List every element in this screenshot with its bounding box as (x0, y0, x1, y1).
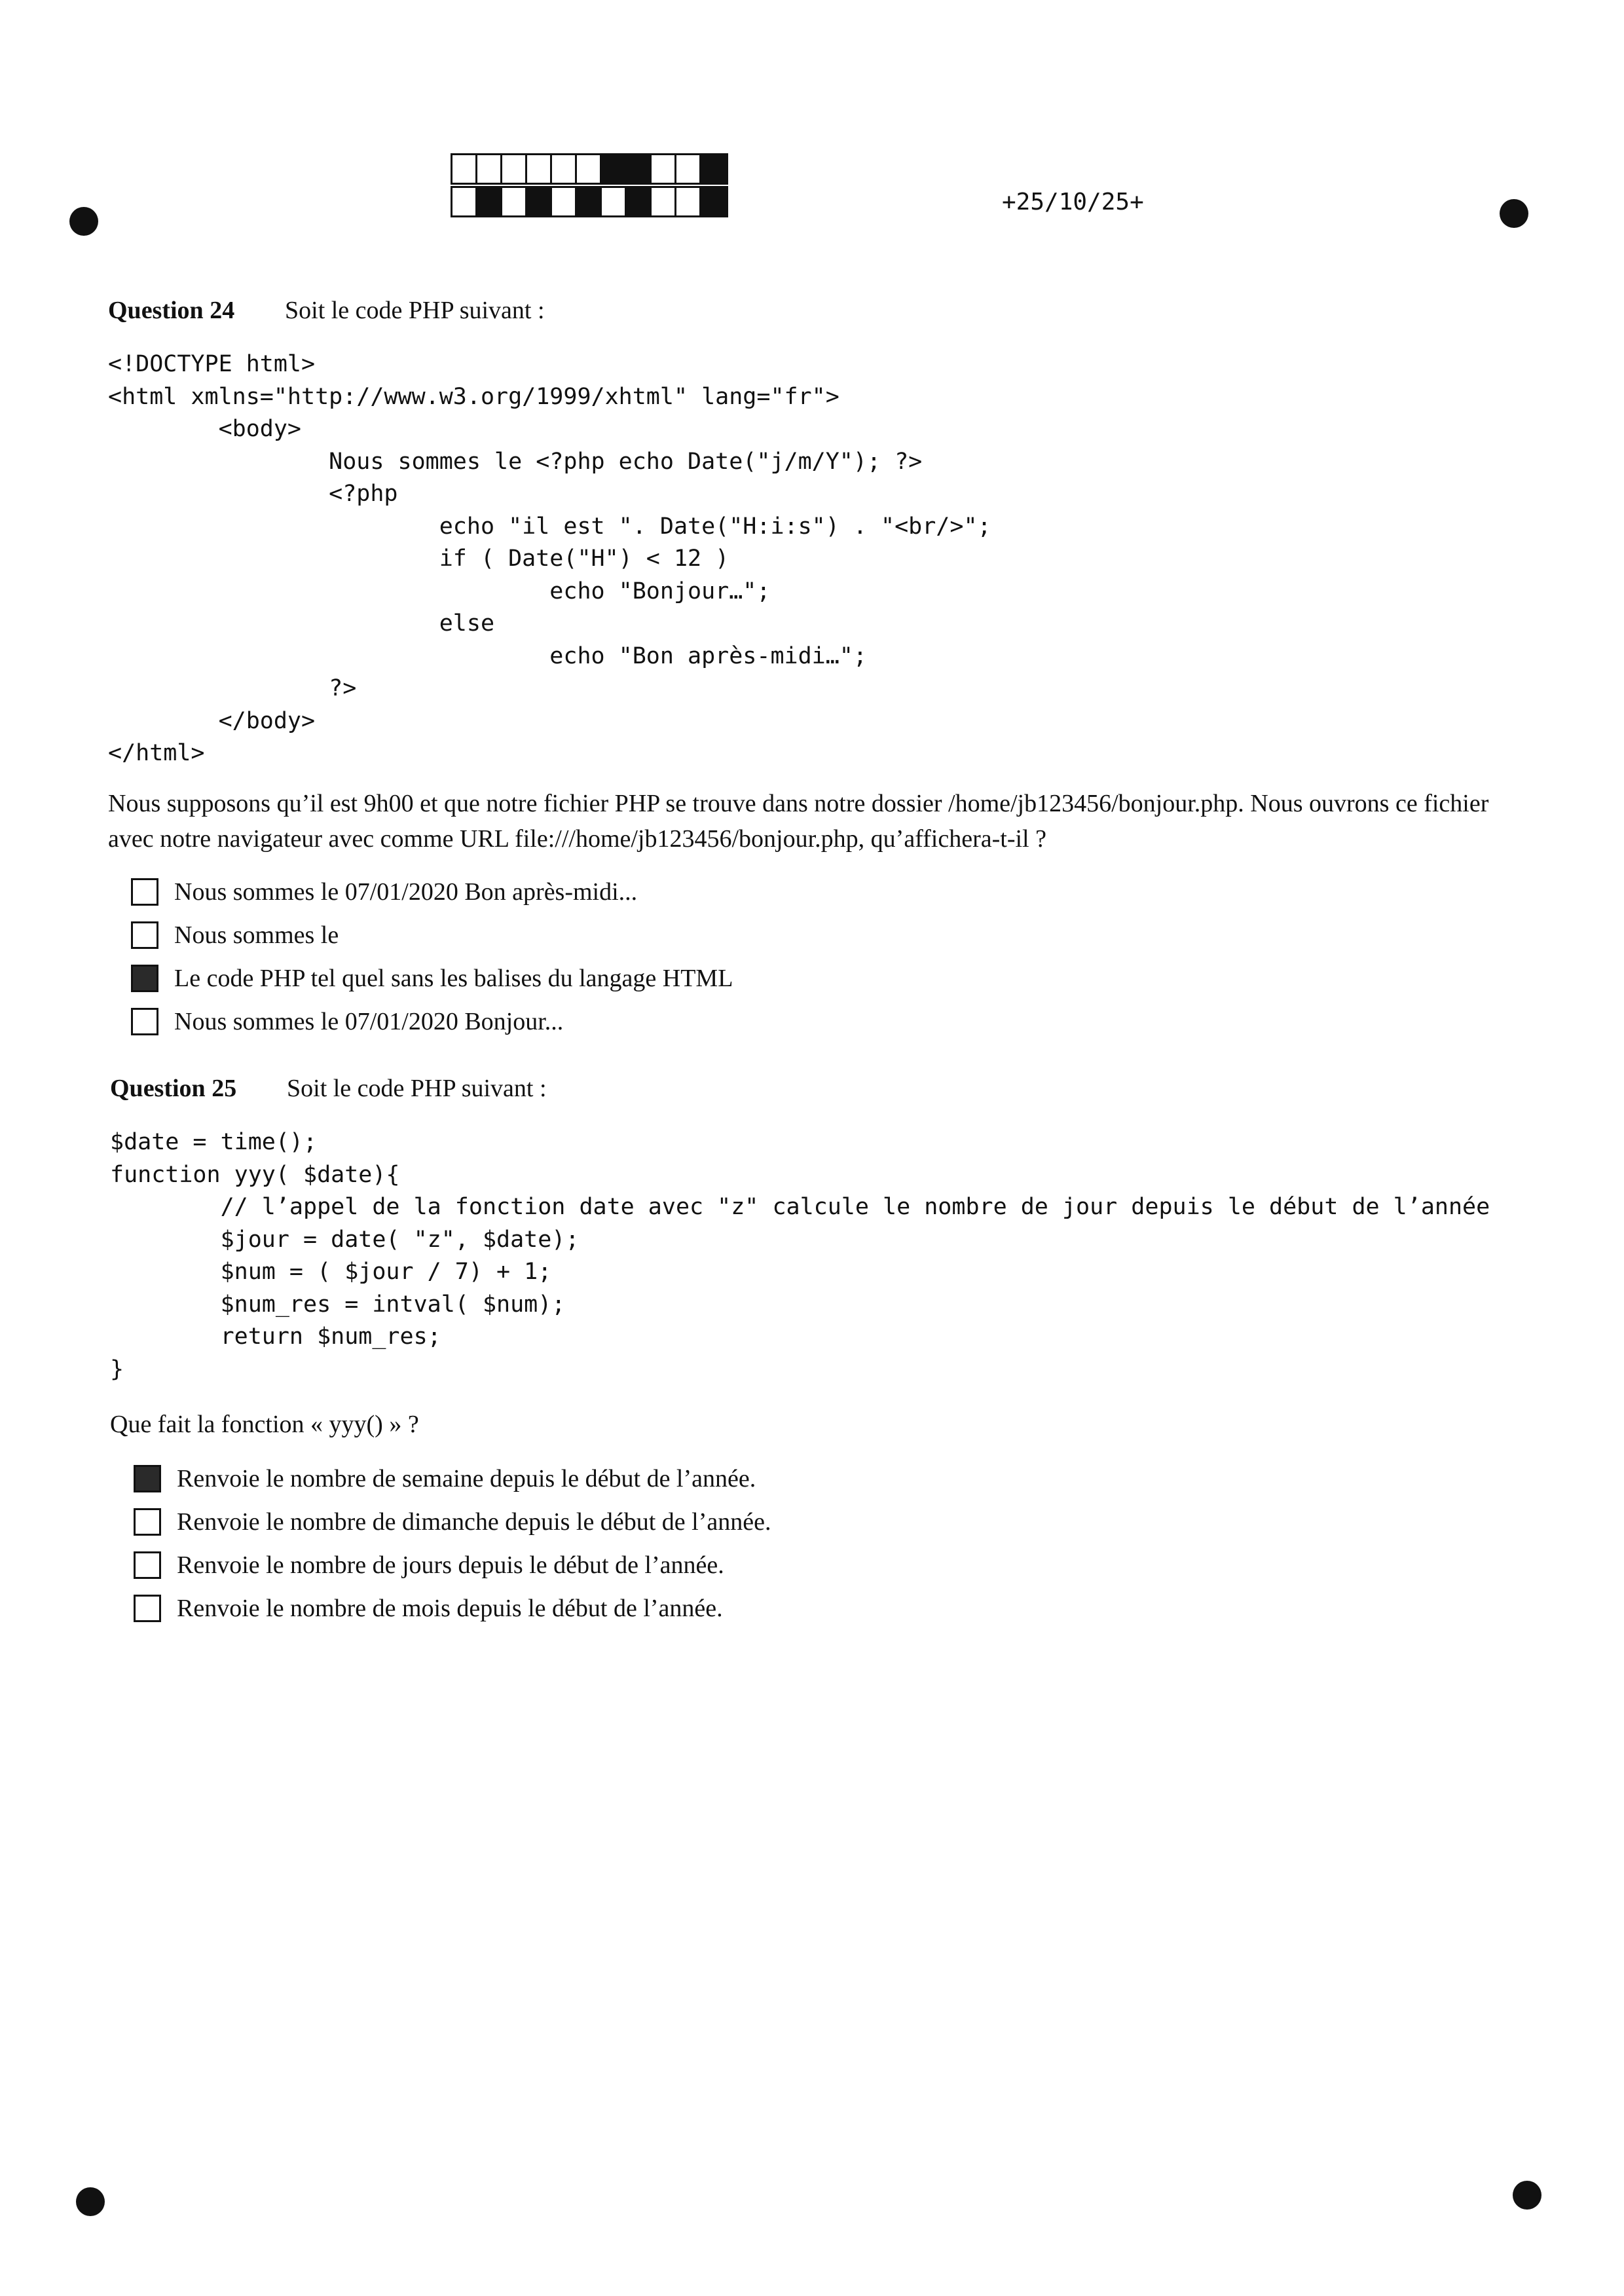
barcode-cell-filled (701, 188, 726, 215)
q25-choice-3[interactable] (134, 1551, 724, 1580)
question-number: Question 24 (108, 297, 235, 324)
choice-label: Nous sommes le (174, 921, 339, 949)
registration-mark-top-left (69, 207, 98, 236)
barcode-cell (552, 155, 577, 183)
barcode-cell-filled (577, 188, 602, 215)
registration-mark-bottom-right (1513, 2181, 1541, 2210)
question-25-text: Que fait la fonction « yyy() » ? (110, 1411, 419, 1438)
barcode-cell-filled (527, 188, 552, 215)
q25-choice-1[interactable] (134, 1464, 756, 1493)
q24-choice-4[interactable] (131, 1007, 563, 1036)
choice-label: Le code PHP tel quel sans les balises du langage HTML (174, 965, 733, 992)
barcode-cell (552, 188, 577, 215)
q24-choice-2[interactable] (131, 921, 339, 950)
barcode-cell (577, 155, 602, 183)
barcode-row (451, 186, 728, 217)
barcode-cell (676, 188, 701, 215)
barcode-cell (676, 155, 701, 183)
q24-choice-1[interactable] (131, 878, 637, 906)
page-id: +25/10/25+ (1002, 189, 1144, 215)
barcode-cell-filled (627, 188, 652, 215)
barcode-cell (652, 188, 676, 215)
q25-choice-2[interactable] (134, 1508, 771, 1536)
barcode-cell-filled (602, 155, 627, 183)
checkbox[interactable] (134, 1595, 161, 1622)
barcode-cell (527, 155, 552, 183)
barcode-cell (602, 188, 627, 215)
checkbox[interactable] (131, 878, 158, 906)
registration-mark-top-right (1500, 199, 1528, 228)
question-24-code: <!DOCTYPE html> <html xmlns="http://www.w3.org/1999/xhtml" lang="fr"> <body> Nous sommes le <?php echo Date("j/m/Y"); ?> <?php echo "il est ". Date("H:i:s") . "<br/>"; if ( Date("H") < 12 ) echo "Bonjour…"; else echo "Bon après-midi…"; ?> </body> </html> (108, 351, 991, 766)
checkbox[interactable] (131, 921, 158, 949)
barcode-cell (502, 155, 527, 183)
question-24-text: Nous supposons qu’il est 9h00 et que notre fichier PHP se trouve dans notre dossier /home/jb123456/bonjour.php. Nous ouvrons ce fichier avec notre navigateur avec comme URL file:///home/jb123456/bonjour.php, qu’affichera-t-il ? (108, 790, 1489, 853)
checkbox-checked[interactable] (131, 965, 158, 992)
question-25-code: $date = time(); function yyy( $date){ // l’appel de la fonction date avec "z" calcule le nombre de jour depuis le début de l’année $jour = date( "z", $date); $num = ( $jour / 7) + 1; $num_res = intval( $num); return $num_res; } (110, 1129, 1490, 1382)
barcode-cell (452, 155, 477, 183)
q25-choice-4[interactable] (134, 1594, 723, 1623)
checkbox[interactable] (134, 1508, 161, 1536)
question-intro: Soit le code PHP suivant : (287, 1075, 547, 1102)
checkbox[interactable] (131, 1008, 158, 1035)
q24-choice-3[interactable] (131, 964, 733, 993)
choice-label: Renvoie le nombre de semaine depuis le début de l’année. (177, 1465, 756, 1492)
choice-label: Renvoie le nombre de mois depuis le début de l’année. (177, 1595, 723, 1622)
barcode-cell (477, 155, 502, 183)
registration-mark-bottom-left (76, 2187, 105, 2216)
barcode-cell-filled (477, 188, 502, 215)
choice-label: Renvoie le nombre de jours depuis le début de l’année. (177, 1551, 724, 1579)
choice-label: Renvoie le nombre de dimanche depuis le début de l’année. (177, 1508, 771, 1536)
checkbox[interactable] (134, 1551, 161, 1579)
barcode-cell-filled (627, 155, 652, 183)
checkbox-checked[interactable] (134, 1465, 161, 1492)
question-intro: Soit le code PHP suivant : (285, 297, 545, 324)
question-25-heading (110, 1074, 547, 1103)
barcode-cell (502, 188, 527, 215)
barcode-cell (652, 155, 676, 183)
question-number: Question 25 (110, 1075, 237, 1102)
choice-label: Nous sommes le 07/01/2020 Bonjour... (174, 1008, 564, 1035)
choice-label: Nous sommes le 07/01/2020 Bon après-midi... (174, 878, 638, 906)
barcode-cell (452, 188, 477, 215)
barcode-cell-filled (701, 155, 726, 183)
question-24-heading (108, 296, 545, 325)
barcode-row (451, 153, 728, 185)
